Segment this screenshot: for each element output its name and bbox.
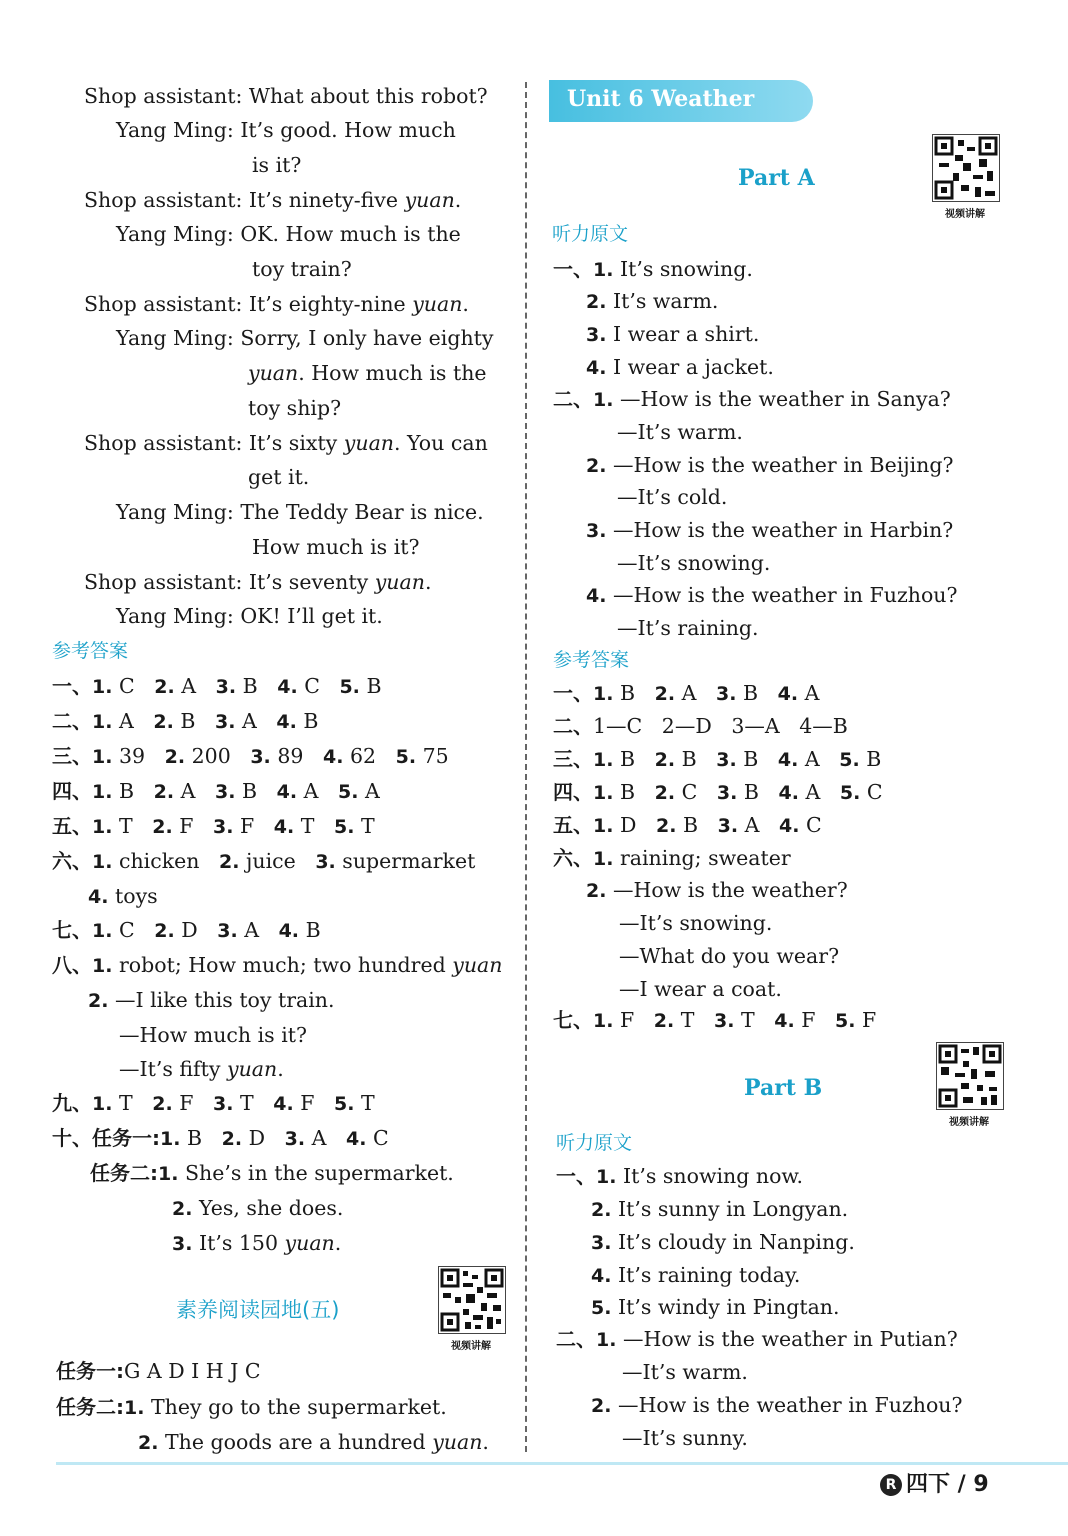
qr-pattern-icon <box>937 1043 1003 1109</box>
column-divider <box>525 82 527 1452</box>
answer-row: 十、任务一:1. B 2. D 3. A 4. C <box>52 1126 389 1150</box>
answer-row: 二、1. A 2. B 3. A 4. B <box>52 709 319 733</box>
qr-code-icon[interactable] <box>936 1042 1004 1110</box>
script-line: 2. It’s warm. <box>586 289 719 313</box>
script-line: —It’s warm. <box>617 420 743 444</box>
unit-banner: Unit 6 Weather <box>549 80 813 122</box>
answer-cont: 2. —I like this toy train. <box>88 988 335 1012</box>
answer-cont: —I wear a coat. <box>619 977 782 1001</box>
script-line: —It’s cold. <box>617 485 728 509</box>
script-line: —It’s snowing. <box>617 551 771 575</box>
dialogue-line: Yang Ming: OK. How much is the <box>116 222 461 246</box>
answer-row: 六、1. raining; sweater <box>553 846 791 870</box>
script-line: 2. —How is the weather in Fuzhou? <box>591 1393 963 1417</box>
answer-cont: —How much is it? <box>119 1023 308 1047</box>
qr-pattern-icon <box>439 1267 505 1333</box>
part-b-title: Part B <box>744 1075 823 1101</box>
script-line: 2. —How is the weather in Beijing? <box>586 453 954 477</box>
qr-code-icon[interactable] <box>932 134 1000 202</box>
dialogue-cont: yuan. How much is the <box>248 361 487 385</box>
dialogue-cont: is it? <box>252 153 302 177</box>
dialogue-line: Shop assistant: It’s seventy yuan. <box>84 570 432 594</box>
dialogue-cont: toy ship? <box>248 396 342 420</box>
answer-row: 七、1. F 2. T 3. T 4. F 5. F <box>553 1008 877 1032</box>
script-line: 4. —How is the weather in Fuzhou? <box>586 583 958 607</box>
answer-row: 四、1. B 2. A 3. B 4. A 5. A <box>52 779 380 803</box>
reading-task1: 任务一:G A D I H J C <box>56 1359 261 1383</box>
answer-cont: 4. toys <box>88 884 158 908</box>
answer-cont: —It’s snowing. <box>619 911 773 935</box>
footer-rule <box>56 1462 1068 1465</box>
answer-row: 八、1. robot; How much; two hundred yuan <box>52 953 503 977</box>
answer-row: 三、1. 39 2. 200 3. 89 4. 62 5. 75 <box>52 744 449 768</box>
dialogue-line: Yang Ming: It’s good. How much <box>116 118 456 142</box>
answers-heading: 参考答案 <box>52 640 129 662</box>
answer-row: 一、1. B 2. A 3. B 4. A <box>553 681 820 705</box>
answer-cont: —What do you wear? <box>619 944 840 968</box>
answer-row: 五、1. T 2. F 3. F 4. T 5. T <box>52 814 375 838</box>
script-line: 一、1. It’s snowing now. <box>556 1164 804 1188</box>
answers-heading: 参考答案 <box>553 649 630 671</box>
answer-row: 五、1. D 2. B 3. A 4. C <box>553 813 822 837</box>
dialogue-cont: How much is it? <box>252 535 420 559</box>
script-line: 二、1. —How is the weather in Putian? <box>556 1327 958 1351</box>
dialogue-line: Shop assistant: It’s ninety-five yuan. <box>84 188 462 212</box>
answer-row: 二、1—C 2—D 3—A 4—B <box>553 714 848 738</box>
script-line: 2. It’s sunny in Longyan. <box>591 1197 849 1221</box>
qr-label: 视频讲解 <box>945 209 985 220</box>
reading-task2: 任务二:1. They go to the supermarket. <box>56 1395 447 1419</box>
page-number: R 四下 / 9 <box>880 1467 989 1498</box>
dialogue-line: Yang Ming: OK! I’ll get it. <box>116 604 383 628</box>
qr-code-icon[interactable] <box>438 1266 506 1334</box>
dialogue-line: Yang Ming: Sorry, I only have eighty <box>116 326 494 350</box>
edition-badge-icon: R <box>880 1474 902 1496</box>
answer-row: 六、1. chicken 2. juice 3. supermarket <box>52 849 476 873</box>
script-line: 3. I wear a shirt. <box>586 322 760 346</box>
qr-label: 视频讲解 <box>949 1117 989 1128</box>
script-line: 4. It’s raining today. <box>591 1263 801 1287</box>
dialogue-cont: toy train? <box>252 257 352 281</box>
dialogue-line: Shop assistant: It’s eighty-nine yuan. <box>84 292 469 316</box>
answer-cont: 3. It’s 150 yuan. <box>172 1231 342 1255</box>
script-line: 5. It’s windy in Pingtan. <box>591 1295 840 1319</box>
answer-row: 三、1. B 2. B 3. B 4. A 5. B <box>553 747 882 771</box>
answer-row: 九、1. T 2. F 3. T 4. F 5. T <box>52 1091 375 1115</box>
dialogue-line: Shop assistant: It’s sixty yuan. You can <box>84 431 488 455</box>
script-line: 3. —How is the weather in Harbin? <box>586 518 954 542</box>
dialogue-line: Shop assistant: What about this robot? <box>84 84 488 108</box>
script-line: —It’s warm. <box>622 1360 748 1384</box>
qr-pattern-icon <box>933 135 999 201</box>
script-line: 3. It’s cloudy in Nanping. <box>591 1230 855 1254</box>
answer-row: 七、1. C 2. D 3. A 4. B <box>52 918 321 942</box>
part-a-title: Part A <box>738 165 815 191</box>
answer-row: 一、1. C 2. A 3. B 4. C 5. B <box>52 674 382 698</box>
listening-heading: 听力原文 <box>556 1132 633 1154</box>
reading-title: 素养阅读园地(五) <box>176 1298 340 1322</box>
listening-heading: 听力原文 <box>552 223 629 245</box>
answer-cont: 2. —How is the weather? <box>586 878 848 902</box>
answer-cont: 任务二:1. She’s in the supermarket. <box>90 1161 454 1185</box>
answer-cont: —It’s fifty yuan. <box>119 1057 284 1081</box>
qr-label: 视频讲解 <box>451 1341 491 1352</box>
answer-cont: 2. Yes, she does. <box>172 1196 344 1220</box>
script-line: —It’s sunny. <box>622 1426 748 1450</box>
script-line: 4. I wear a jacket. <box>586 355 774 379</box>
dialogue-line: Yang Ming: The Teddy Bear is nice. <box>116 500 484 524</box>
dialogue-cont: get it. <box>248 465 310 489</box>
answer-row: 四、1. B 2. C 3. B 4. A 5. C <box>553 780 883 804</box>
reading-task2-cont: 2. The goods are a hundred yuan. <box>138 1430 489 1454</box>
script-line: 一、1. It’s snowing. <box>553 257 753 281</box>
script-line: —It’s raining. <box>617 616 759 640</box>
script-line: 二、1. —How is the weather in Sanya? <box>553 387 951 411</box>
